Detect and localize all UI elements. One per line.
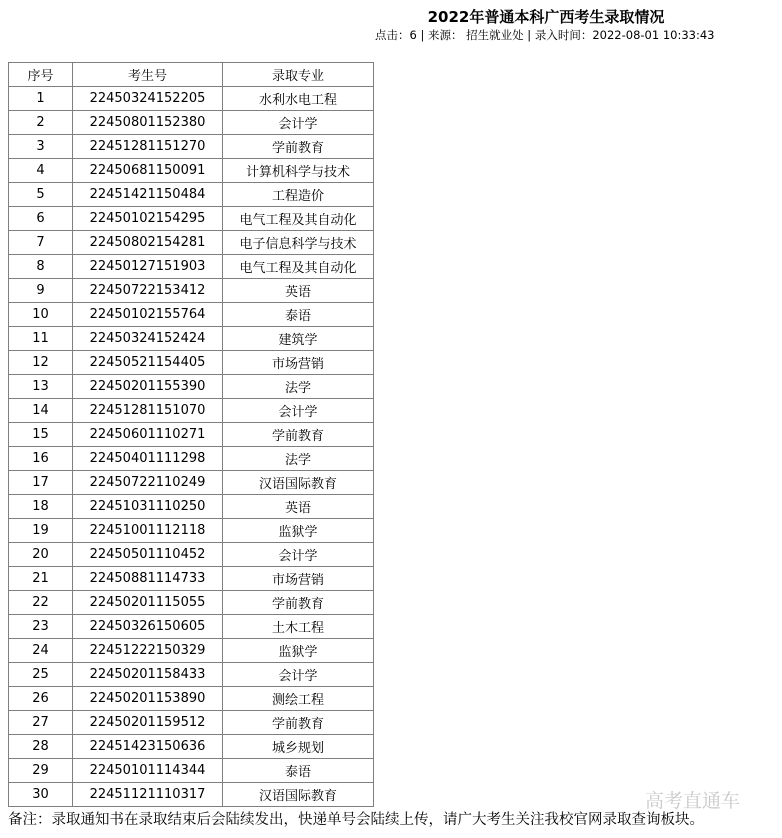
cell-exam-number: 22450102154295 <box>73 207 223 231</box>
cell-index: 21 <box>9 567 73 591</box>
cell-major: 英语 <box>223 495 374 519</box>
cell-index: 28 <box>9 735 73 759</box>
cell-index: 6 <box>9 207 73 231</box>
cell-major: 建筑学 <box>223 327 374 351</box>
cell-index: 17 <box>9 471 73 495</box>
table-row <box>9 783 374 807</box>
cell-major: 市场营销 <box>223 351 374 375</box>
table-row <box>9 351 374 375</box>
cell-exam-number: 22451222150329 <box>73 639 223 663</box>
cell-major: 水利水电工程 <box>223 87 374 111</box>
cell-exam-number: 22450201115055 <box>73 591 223 615</box>
page-title: 2022年普通本科广西考生录取情况 <box>427 8 665 26</box>
cell-major: 会计学 <box>223 111 374 135</box>
cell-exam-number: 22450102155764 <box>73 303 223 327</box>
table-row <box>9 543 374 567</box>
table-row <box>9 639 374 663</box>
cell-exam-number: 22450324152205 <box>73 87 223 111</box>
cell-major: 市场营销 <box>223 567 374 591</box>
cell-major: 城乡规划 <box>223 735 374 759</box>
cell-major: 电气工程及其自动化 <box>223 207 374 231</box>
cell-major: 电气工程及其自动化 <box>223 255 374 279</box>
cell-exam-number: 22450801152380 <box>73 111 223 135</box>
cell-index: 2 <box>9 111 73 135</box>
table-row <box>9 375 374 399</box>
cell-exam-number: 22450201155390 <box>73 375 223 399</box>
cell-exam-number: 22450722153412 <box>73 279 223 303</box>
cell-exam-number: 22450201158433 <box>73 663 223 687</box>
cell-index: 26 <box>9 687 73 711</box>
table-row <box>9 87 374 111</box>
cell-major: 监狱学 <box>223 519 374 543</box>
cell-exam-number: 22450802154281 <box>73 231 223 255</box>
cell-index: 4 <box>9 159 73 183</box>
table-row <box>9 591 374 615</box>
cell-major: 会计学 <box>223 399 374 423</box>
cell-exam-number: 22451121110317 <box>73 783 223 807</box>
cell-index: 9 <box>9 279 73 303</box>
cell-exam-number: 22451031110250 <box>73 495 223 519</box>
cell-index: 16 <box>9 447 73 471</box>
cell-index: 15 <box>9 423 73 447</box>
table-row <box>9 255 374 279</box>
table-row <box>9 399 374 423</box>
table-row <box>9 111 374 135</box>
cell-major: 汉语国际教育 <box>223 471 374 495</box>
cell-exam-number: 22450324152424 <box>73 327 223 351</box>
cell-major: 法学 <box>223 447 374 471</box>
cell-index: 13 <box>9 375 73 399</box>
table-header-row <box>9 63 374 87</box>
table-row <box>9 711 374 735</box>
table-row <box>9 495 374 519</box>
cell-index: 14 <box>9 399 73 423</box>
cell-exam-number: 22451423150636 <box>73 735 223 759</box>
table-row <box>9 423 374 447</box>
cell-index: 3 <box>9 135 73 159</box>
cell-major: 泰语 <box>223 759 374 783</box>
cell-index: 18 <box>9 495 73 519</box>
table-row <box>9 279 374 303</box>
cell-major: 学前教育 <box>223 423 374 447</box>
cell-exam-number: 22451281151070 <box>73 399 223 423</box>
cell-exam-number: 22450201159512 <box>73 711 223 735</box>
cell-major: 测绘工程 <box>223 687 374 711</box>
cell-major: 法学 <box>223 375 374 399</box>
table-row <box>9 447 374 471</box>
footnote: 备注：录取通知书在录取结束后会陆续发出，快递单号会陆续上传，请广大考生关注我校官网录取查询板块。 <box>8 812 704 828</box>
cell-index: 22 <box>9 591 73 615</box>
cell-index: 19 <box>9 519 73 543</box>
table-row <box>9 567 374 591</box>
cell-index: 7 <box>9 231 73 255</box>
cell-exam-number: 22451281151270 <box>73 135 223 159</box>
table-row <box>9 135 374 159</box>
table-row <box>9 663 374 687</box>
table-row <box>9 735 374 759</box>
table-row <box>9 471 374 495</box>
cell-exam-number: 22450601110271 <box>73 423 223 447</box>
cell-index: 8 <box>9 255 73 279</box>
cell-index: 10 <box>9 303 73 327</box>
watermark-text: 高考直通车 <box>645 790 741 812</box>
cell-exam-number: 22450521154405 <box>73 351 223 375</box>
cell-index: 23 <box>9 615 73 639</box>
cell-index: 30 <box>9 783 73 807</box>
table-row <box>9 687 374 711</box>
cell-major: 学前教育 <box>223 135 374 159</box>
cell-exam-number: 22450201153890 <box>73 687 223 711</box>
cell-index: 20 <box>9 543 73 567</box>
cell-exam-number: 22450881114733 <box>73 567 223 591</box>
cell-index: 24 <box>9 639 73 663</box>
cell-index: 25 <box>9 663 73 687</box>
cell-index: 11 <box>9 327 73 351</box>
table-row <box>9 327 374 351</box>
table-row <box>9 759 374 783</box>
cell-index: 27 <box>9 711 73 735</box>
cell-major: 学前教育 <box>223 591 374 615</box>
table-row <box>9 159 374 183</box>
admission-table <box>8 62 374 807</box>
cell-major: 工程造价 <box>223 183 374 207</box>
cell-major: 泰语 <box>223 303 374 327</box>
column-header-major: 录取专业 <box>223 63 374 87</box>
cell-major: 会计学 <box>223 543 374 567</box>
table-row <box>9 183 374 207</box>
column-header-index: 序号 <box>9 63 73 87</box>
cell-major: 监狱学 <box>223 639 374 663</box>
cell-major: 汉语国际教育 <box>223 783 374 807</box>
table-row <box>9 615 374 639</box>
table-row <box>9 519 374 543</box>
cell-index: 1 <box>9 87 73 111</box>
article-meta: 点击：6 | 来源： 招生就业处 | 录入时间：2022-08-01 10:33:43 <box>375 28 715 42</box>
cell-major: 学前教育 <box>223 711 374 735</box>
cell-exam-number: 22451421150484 <box>73 183 223 207</box>
cell-major: 会计学 <box>223 663 374 687</box>
table-row <box>9 303 374 327</box>
cell-exam-number: 22451001112118 <box>73 519 223 543</box>
cell-exam-number: 22450101114344 <box>73 759 223 783</box>
cell-index: 12 <box>9 351 73 375</box>
cell-major: 英语 <box>223 279 374 303</box>
column-header-exam-number: 考生号 <box>73 63 223 87</box>
cell-exam-number: 22450722110249 <box>73 471 223 495</box>
cell-major: 计算机科学与技术 <box>223 159 374 183</box>
cell-index: 29 <box>9 759 73 783</box>
cell-exam-number: 22450681150091 <box>73 159 223 183</box>
cell-major: 土木工程 <box>223 615 374 639</box>
cell-exam-number: 22450501110452 <box>73 543 223 567</box>
cell-index: 5 <box>9 183 73 207</box>
cell-exam-number: 22450326150605 <box>73 615 223 639</box>
cell-major: 电子信息科学与技术 <box>223 231 374 255</box>
table-row <box>9 207 374 231</box>
cell-exam-number: 22450401111298 <box>73 447 223 471</box>
table-row <box>9 231 374 255</box>
cell-exam-number: 22450127151903 <box>73 255 223 279</box>
